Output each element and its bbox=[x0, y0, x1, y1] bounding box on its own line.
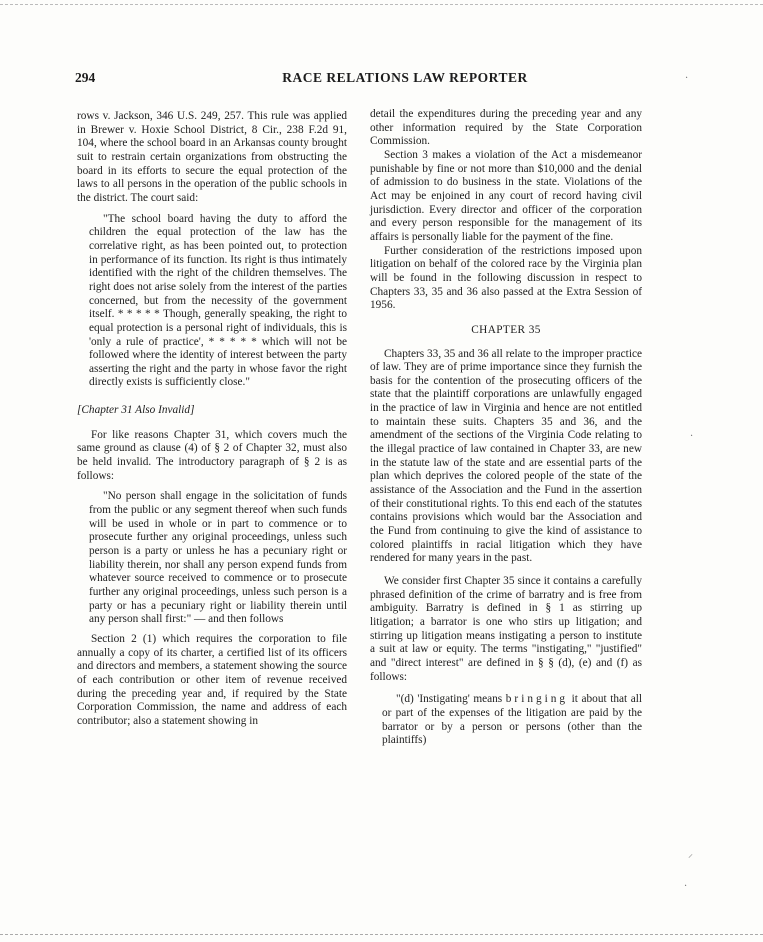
top-edge-divider bbox=[0, 4, 763, 6]
left-paragraph-1: rows v. Jackson, 346 U.S. 249, 257. This rule was applied in Brewer v. Hoxie School District, 8 Cir., 238 F.2d 91, 104, where the school board in an Arkansas county brought suit to restrain certain organizations from obstructing the board in its efforts to secure the equal protection of the laws to all persons in the operation of the public schools in the district. The court said: bbox=[77, 110, 347, 204]
court-quote bbox=[89, 213, 347, 391]
definition-quote-word: it bbox=[571, 693, 578, 706]
right-paragraph-2: Section 3 makes a violation of the Act a misdemeanor punishable by fine or not more than $10,000 and the denial of admission to do business in the state. Violations of the Act may be enjoined in any court of record having civil jurisdiction. Every director and officer of the corporation and every person responsible for the management of its affairs is personally liable for the payment of the fine. bbox=[370, 148, 642, 243]
scan-speck: · bbox=[685, 73, 689, 84]
scan-speck: · bbox=[690, 431, 694, 442]
page-header bbox=[75, 70, 675, 86]
chapter-heading: CHAPTER 35 bbox=[471, 323, 541, 336]
scan-speck: ⸝ bbox=[688, 849, 693, 860]
court-quote-text: "The school board having the duty to afford the children the equal protection of the law has the correlative right, as has been pointed out, to protection in performance of its function. Its right is thus intimately identified with the right of the children themselves. The right does not arise solely from the interest of the parties concerned, but from the necessity of the government itself. * * * * * Though, generally speaking, the right to equal protection is a personal right of individuals, this is 'only a rule of practice', * * * * * which will not be followed where the identity of interest between the party asserting the right and the party in whose favor the right directly exists is sufficiently close." bbox=[89, 212, 347, 389]
page-number: 294 bbox=[75, 70, 96, 85]
definition-quote-text bbox=[382, 693, 642, 748]
right-paragraph-1: detail the expenditures during the preceding year and any other information required by the State Corporation Commission. bbox=[370, 108, 642, 148]
bottom-edge-divider bbox=[0, 934, 763, 936]
statute-quote bbox=[89, 490, 347, 627]
left-paragraph-2: For like reasons Chapter 31, which covers much the same ground as clause (4) of § 2 of Chapter 32, must also be held invalid. The introductory paragraph of § 2 is as follows: bbox=[77, 428, 347, 482]
definition-quote bbox=[382, 693, 642, 748]
statute-quote-text: "No person shall engage in the solicitation of funds from the public or any segment thereof when such funds will be used in whole or in part to commence or to prosecute further any original proceedings, unless such person is a party or unless he has a pecuniary right or liability therein, nor shall any person expend funds from whatever source received to commence or to prosecute further any original proceedings, unless such person is a party or has a pecuniary right or liability therein until any person shall first:" — and then follows bbox=[89, 490, 347, 626]
definition-quote-rest: about that all or part of the expenses of the litigation are paid by the barrator or by a person or persons (other than the plaintiffs) bbox=[382, 693, 642, 747]
running-head: RACE RELATIONS LAW REPORTER bbox=[282, 70, 528, 85]
right-paragraph-4: Chapters 33, 35 and 36 all relate to the improper practice of law. They are of prime importance since they furnish the basis for the contention of the prosecuting officers of the state that the plaintiff corporations are unlawfully engaged in the practice of law in Virginia and hence are not entitled to maintain these suits. Chapters 35 and 36, and the amendment of the sections of the Virginia Code relating to the illegal practice of law contained in Chapter 33, are new in the statute law of the state and are essential parts of the plan which deprives the colored people of the state of the assistance of the Association and the Fund in the assertion of their constitutional rights. To this end each of the statutes contains provisions which would bar the Association and the Fund from continuing to give the kind of assistance to colored plaintiffs in racial litigation which they have rendered for many years in the past. bbox=[370, 347, 642, 565]
left-column bbox=[77, 110, 347, 729]
right-paragraph-5: We consider first Chapter 35 since it contains a carefully phrased definition of the crime of barratry and is free from ambiguity. Barratry is defined in § 1 as stirring up litigation; a barrator is one who stirs up litigation; and stirring up litigation means instigating a person to institute a suit at law or equity. The terms "instigating," "justified" and "direct interest" are defined in § § (d), (e) and (f) as follows: bbox=[370, 575, 642, 683]
right-column bbox=[370, 108, 642, 754]
left-paragraph-3: Section 2 (1) which requires the corporation to file annually a copy of its charter, a certified list of its officers and directors and members, a statement showing the source of each contribution or other item of revenue received during the preceding year and, if required by the State Corporation Commission, the name and address of each contributor; also a statement showing in bbox=[77, 632, 347, 727]
scan-speck: · bbox=[684, 881, 688, 892]
section-subheading: [Chapter 31 Also Invalid] bbox=[77, 404, 195, 417]
definition-quote-start: "(d) 'Instigating' means bbox=[396, 693, 503, 706]
definition-quote-spaced-word: bringing bbox=[505, 693, 569, 706]
right-paragraph-3: Further consideration of the restrictions imposed upon litigation on behalf of the colored race by the Virginia plan will be found in the following discussion in respect to Chapters 33, 35 and 36 also passed at the Extra Session of 1956. bbox=[370, 244, 642, 312]
